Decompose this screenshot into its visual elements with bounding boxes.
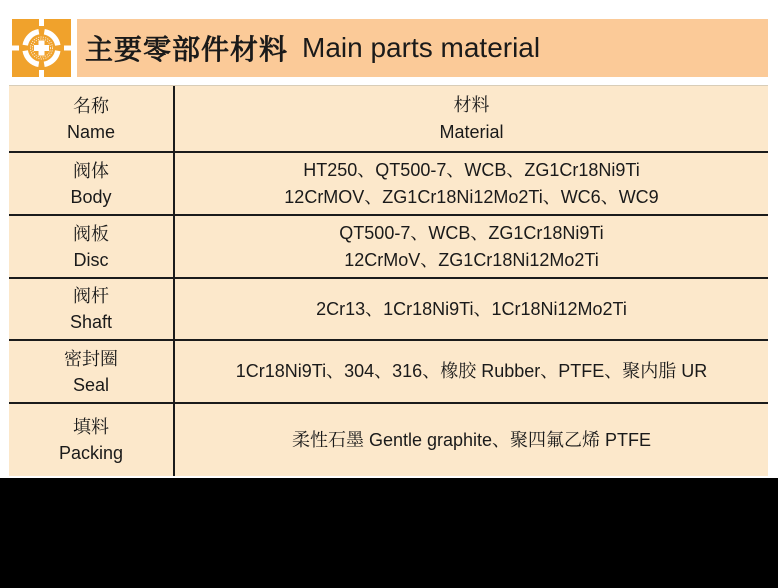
seal-material-cell	[175, 341, 768, 402]
header-material-cell	[175, 86, 768, 151]
slide-title-chinese: 主要零部件材料	[85, 34, 289, 65]
disc-name-zh: 阀板	[73, 223, 109, 244]
seal-name-en: Seal	[72, 374, 110, 395]
shaft-name-zh: 阀杆	[73, 286, 109, 306]
header-name-en: Name	[66, 121, 115, 142]
disc-material-line-2: 12CrMoV、ZG1Cr18Ni12Mo2Ti	[344, 249, 599, 270]
table-row-disc	[9, 216, 768, 279]
body-material-line-1: HT250、QT500-7、WCB、ZG1Cr18Ni9Ti	[303, 159, 640, 180]
body-name-cell	[9, 153, 175, 214]
header-material-en: Material	[439, 121, 504, 142]
disc-material-line-1: QT500-7、WCB、ZG1Cr18Ni9Ti	[339, 222, 604, 243]
target-crosshair-logo-icon	[12, 19, 71, 77]
disc-name-en: Disc	[73, 249, 109, 270]
table-row-seal	[9, 341, 768, 404]
main-parts-material-table	[9, 85, 768, 476]
table-row-shaft	[9, 279, 768, 341]
slide-title-bar	[77, 19, 768, 77]
shaft-material-cell	[175, 279, 768, 339]
table-row-body	[9, 153, 768, 216]
shaft-name-cell	[9, 279, 175, 339]
letterbox-bottom-bar	[0, 478, 778, 588]
seal-material-line-1: 1Cr18Ni9Ti、304、316、橡胶 Rubber、PTFE、聚内脂 UR	[235, 361, 708, 381]
packing-name-en: Packing	[58, 443, 124, 463]
body-material-cell	[175, 153, 768, 214]
body-name-en: Body	[70, 186, 112, 207]
seal-name-cell	[9, 341, 175, 402]
body-material-line-2: 12CrMOV、ZG1Cr18Ni12Mo2Ti、WC6、WC9	[284, 186, 659, 207]
header-material-zh: 材料	[453, 94, 490, 115]
table-header-row	[9, 86, 768, 153]
body-name-zh: 阀体	[73, 160, 109, 181]
packing-material-cell	[175, 404, 768, 476]
packing-name-cell	[9, 404, 175, 476]
seal-name-zh: 密封圈	[64, 348, 118, 369]
shaft-name-en: Shaft	[69, 312, 113, 332]
disc-name-cell	[9, 216, 175, 277]
table-row-packing	[9, 404, 768, 476]
shaft-material-line-1: 2Cr13、1Cr18Ni9Ti、1Cr18Ni12Mo2Ti	[316, 298, 627, 319]
header-name-zh: 名称	[73, 95, 109, 116]
packing-name-zh: 填料	[73, 417, 109, 437]
brand-logo	[12, 19, 71, 77]
disc-material-cell	[175, 216, 768, 277]
header-name-cell	[9, 86, 175, 151]
packing-material-line-1: 柔性石墨 Gentle graphite、聚四氟乙烯 PTFE	[291, 429, 652, 450]
slide-title-english: Main parts material	[302, 32, 541, 63]
